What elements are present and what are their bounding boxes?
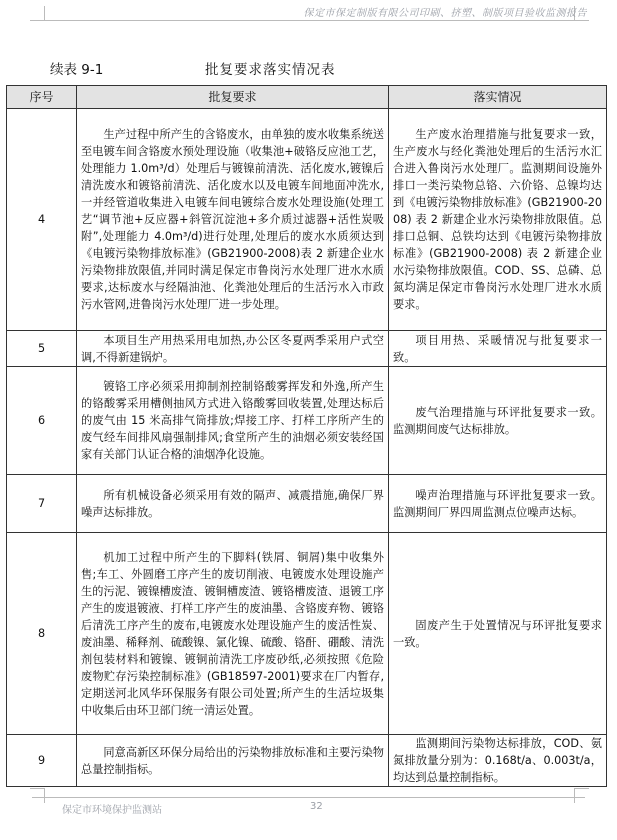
table-label: 续表 9-1 xyxy=(50,62,104,78)
row-requirement: 生产过程中所产生的含铬废水，由单独的废水收集系统送至电镀车间含铬废水预处理设施（收集池+破铬反应池工艺，处理能力 1.0m³/d）处理后与镀镍前清洗、活化废水,镀镍后清洗废水和镀铬前清洗、活化废水以及电镀车间地面冲洗水,一并经管道收集进入电镀车间电镀综合废水处理设施(处理工艺“调节池+反应器+斜管沉淀池+多介质过滤器+活性炭吸附”,处理能力 4.0m³/d)进行处理,处理后的废水水质须达到《电镀污染物排放标准》(GB21900-2008)表 2 新建企业水污染物排放限值,并同时满足保定市鲁岗污水处理厂进水水质要求,达标废水与经隔油池、化粪池处理后的生活污水入市政污水管网,进鲁岗污水处理厂进一步处理。 xyxy=(77,109,389,331)
footer-rule xyxy=(32,797,585,798)
table-title: 批复要求落实情况表 xyxy=(205,62,336,78)
row-status: 项目用热、采暖情况与批复要求一致。 xyxy=(389,331,607,367)
table-row xyxy=(7,331,607,367)
row-number: 7 xyxy=(7,475,77,533)
table-row xyxy=(7,367,607,475)
header-rule xyxy=(32,20,585,21)
row-number: 5 xyxy=(7,331,77,367)
page-header: 保定市保定制版有限公司印刷、挤塑、制版项目验收监测报告 xyxy=(303,8,587,19)
row-requirement: 本项目生产用热采用电加热,办公区冬夏两季采用户式空调,不得新建锅炉。 xyxy=(77,331,389,367)
table-row xyxy=(7,533,607,735)
column-header-number: 序号 xyxy=(7,86,77,109)
row-number: 9 xyxy=(7,735,77,787)
requirements-table xyxy=(6,85,607,787)
column-header-status: 落实情况 xyxy=(389,86,607,109)
row-status: 生产废水治理措施与批复要求一致，生产废水与经化粪池处理后的生活污水汇合进入鲁岗污水处理厂。监测期间设施外排口一类污染物总铬、六价铬、总镍均达到《电镀污染物排放标准》(GB21900-2008) 表 2 新建企业水污染物排放限值。总排口总铜、总铁均达到《电镀污染物排放标准》(GB21900-2008) 表 2 新建企业水污染物排放限值。COD、SS、总磷、总氮均满足保定市鲁岗污水处理厂进水水质要求。 xyxy=(389,109,607,331)
row-status: 废气治理措施与环评批复要求一致。监测期间废气达标排放。 xyxy=(389,367,607,475)
row-number: 8 xyxy=(7,533,77,735)
footer-organization: 保定市环境保护监测站 xyxy=(62,805,162,816)
page-number: 32 xyxy=(310,801,323,812)
table-caption xyxy=(50,58,577,80)
row-requirement: 镀铬工序必须采用抑制剂控制铬酸雾挥发和外逸,所产生的铬酸雾采用槽侧抽风方式进入铬酸雾回收装置,处理达标后的废气由 15 米高排气筒排放;焊接工序、打样工序所产生的废气经车间排风扇强制排风;食堂所产生的油烟必须安装经国家有关部门认证合格的油烟净化设施。 xyxy=(77,367,389,475)
row-number: 4 xyxy=(7,109,77,331)
row-status: 监测期间污染物达标排放，COD、氨氮排放量分别为：0.168t/a、0.003t/a，均达到总量控制指标。 xyxy=(389,735,607,787)
row-requirement: 所有机械设备必须采用有效的隔声、减震措施,确保厂界噪声达标排放。 xyxy=(77,475,389,533)
table-row xyxy=(7,109,607,331)
table-row xyxy=(7,735,607,787)
corner-mark-top-left xyxy=(30,6,45,21)
corner-mark-bottom-right xyxy=(574,788,589,803)
row-number: 6 xyxy=(7,367,77,475)
row-requirement: 同意高新区环保分局给出的污染物排放标准和主要污染物总量控制指标。 xyxy=(77,735,389,787)
corner-mark-bottom-left xyxy=(30,788,45,803)
row-requirement: 机加工过程中所产生的下脚料(铁屑、铜屑)集中收集外售;车工、外圆磨工序产生的废切削液、电镀废水处理设施产生的污泥、镀镍槽废渣、镀铜槽废渣、镀铬槽废渣、退镀工序产生的废退镀液、打样工序产生的废油墨、含铬废弃物、镀铬后清洗工序产生的废布,电镀废水处理设施产生的废活性炭、废油墨、稀释剂、硫酸镍、氯化镍、硫酸、铬酐、硼酸、清洗剂包装材料和镀镍、镀铜前清洗工序废砂纸,必须按照《危险废物贮存污染控制标准》(GB18597-2001)要求在厂内暂存,定期送河北风华环保服务有限公司处置;所产生的生活垃圾集中收集后由环卫部门统一清运处置。 xyxy=(77,533,389,735)
row-status: 噪声治理措施与环评批复要求一致。监测期间厂界四周监测点位噪声达标。 xyxy=(389,475,607,533)
table-row xyxy=(7,475,607,533)
row-status: 固废产生于处置情况与环评批复要求一致。 xyxy=(389,533,607,735)
table-header-row xyxy=(7,86,607,109)
column-header-requirement: 批复要求 xyxy=(77,86,389,109)
